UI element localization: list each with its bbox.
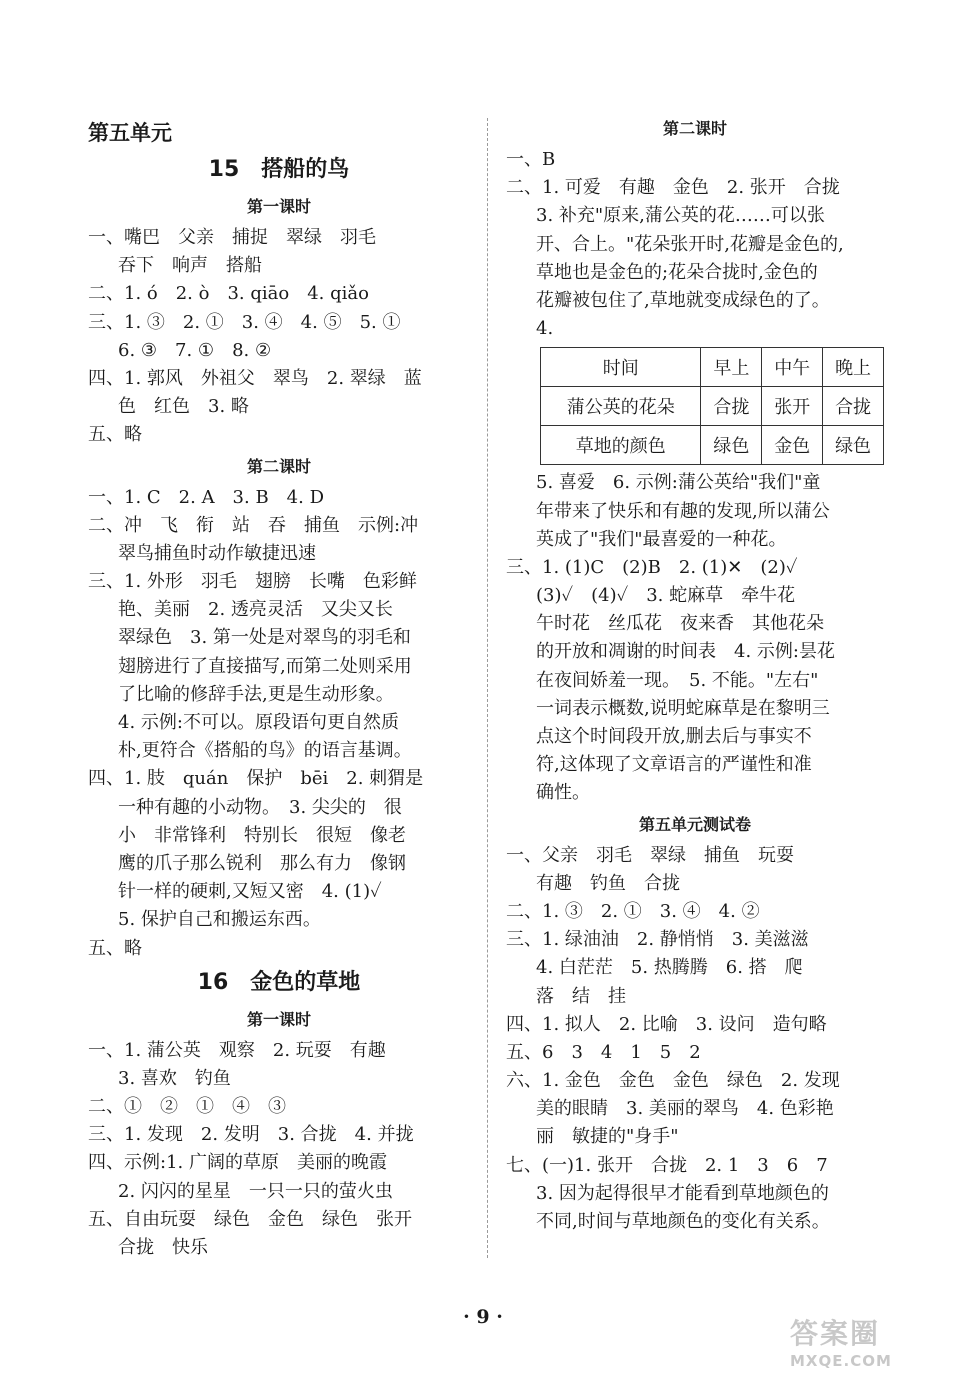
- table-cell: 时间: [541, 348, 701, 387]
- unit-title: 第五单元: [88, 121, 172, 145]
- answer-line: 四、示例:1. 广阔的草原 美丽的晚霞: [88, 1152, 387, 1174]
- lesson-number: 16: [197, 969, 229, 995]
- lesson-number: 15: [208, 157, 240, 182]
- answer-line: 丽 敏捷的"身手": [536, 1126, 679, 1148]
- answer-line: 六、1. 金色 金色 金色 绿色 2. 发现: [506, 1070, 840, 1092]
- answer-line: 翠鸟捕鱼时动作敏捷迅速: [118, 542, 316, 564]
- answer-line: 翅膀进行了直接描写,而第二处则采用: [118, 655, 412, 677]
- answer-line: 开、合上。"花朵张开时,花瓣是金色的,: [536, 233, 844, 255]
- table-row: [541, 387, 884, 426]
- answer-line: 有趣 钓鱼 合拢: [536, 872, 680, 894]
- answer-line: 三、1. 发现 2. 发明 3. 合拢 4. 并拢: [88, 1124, 414, 1146]
- answer-line: 4. 白茫茫 5. 热腾腾 6. 搭 爬: [536, 957, 803, 979]
- left-column: [88, 112, 470, 1262]
- answer-line: 落 结 挂: [536, 985, 626, 1007]
- answer-line: 艳、美丽 2. 透亮灵活 又尖又长: [118, 599, 393, 621]
- answer-line: 三、1. 绿油油 2. 静悄悄 3. 美滋滋: [506, 929, 809, 951]
- answer-line: 一、1. 蒲公英 观察 2. 玩耍 有趣: [88, 1039, 386, 1061]
- table-cell: 中午: [762, 348, 823, 387]
- lesson-16-title: [88, 963, 470, 1003]
- answer-line: 一、嘴巴 父亲 捕捉 翠绿 羽毛: [88, 227, 376, 248]
- answer-line: 英成了"我们"最喜爱的一种花。: [536, 528, 787, 550]
- answer-line: 2. 闪闪的星星 一只一只的萤火虫: [118, 1180, 393, 1202]
- answer-line: 五、自由玩耍 绿色 金色 绿色 张开: [88, 1208, 412, 1230]
- page-number: · 9 ·: [463, 1306, 503, 1328]
- answer-line: 一词表示概数,说明蛇麻草是在黎明三: [536, 697, 830, 719]
- answer-line: 一、1. C 2. A 3. B 4. D: [88, 486, 325, 508]
- answer-line: 二、1. 可爱 有趣 金色 2. 张开 合拢: [506, 177, 840, 199]
- table-cell: 绿色: [823, 426, 884, 465]
- answer-line: 七、(一)1. 张开 合拢 2. 1 3 6 7: [506, 1154, 828, 1176]
- answer-line: 确性。: [536, 782, 590, 804]
- answer-line: 合拢 快乐: [118, 1237, 208, 1258]
- answer-line: 针一样的硬刺,又短又密 4. (1)✓: [118, 881, 382, 903]
- table-cell: 张开: [762, 387, 823, 426]
- table-cell: 金色: [762, 426, 823, 465]
- answer-line: 4. 示例:不可以。原段语句更自然质: [118, 712, 399, 733]
- period-heading: 第二课时: [662, 119, 727, 138]
- answer-line: 四、1. 拟人 2. 比喻 3. 设问 造句略: [506, 1013, 827, 1035]
- answer-line: 二、1. ③ 2. ① 3. ④ 4. ②: [506, 900, 760, 922]
- answer-line: 吞下 响声 搭船: [118, 255, 262, 277]
- answer-line: 一种有趣的小动物。 3. 尖尖的 很: [118, 796, 402, 818]
- answer-line: 三、1. ③ 2. ① 3. ④ 4. ⑤ 5. ①: [88, 311, 401, 333]
- table-cell: 晚上: [823, 348, 884, 387]
- period-heading: 第二课时: [246, 456, 311, 476]
- lesson-name: 金色的草地: [250, 969, 361, 995]
- table-cell: 合拢: [823, 387, 884, 426]
- answer-line: 一、B: [506, 149, 556, 170]
- answer-line: 5. 喜爱 6. 示例:蒲公英给"我们"童: [536, 472, 821, 494]
- answer-line: 小 非常锋利 特别长 很短 像老: [118, 824, 406, 846]
- test-heading: 第五单元测试卷: [638, 814, 751, 834]
- answer-line: 在夜间娇羞一现。 5. 不能。"左右": [536, 669, 819, 691]
- answer-line: 四、1. 肢 quán 保护 bēi 2. 刺猬是: [88, 768, 424, 790]
- answer-line: (3)✓ (4)✓ 3. 蛇麻草 牵牛花: [536, 585, 796, 607]
- answer-line: 草地也是金色的;花朵合拢时,金色的: [536, 261, 818, 283]
- right-column: [506, 112, 884, 1236]
- answer-line: 符,这体现了文章语言的严谨性和准: [536, 754, 812, 776]
- table-cell: 绿色: [701, 426, 762, 465]
- column-divider: [487, 118, 488, 1258]
- answer-line: 3. 因为起得很早才能看到草地颜色的: [536, 1182, 829, 1204]
- answer-line: 色 红色 3. 略: [118, 396, 249, 418]
- answer-line: 一、父亲 羽毛 翠绿 捕鱼 玩耍: [506, 844, 794, 866]
- answer-line: 三、1. 外形 羽毛 翅膀 长嘴 色彩鲜: [88, 571, 417, 593]
- answer-line: 4.: [536, 318, 554, 340]
- answer-line: 3. 喜欢 钓鱼: [118, 1067, 231, 1089]
- answer-line: 5. 保护自己和搬运东西。: [118, 909, 321, 931]
- answer-line: 午时花 丝瓜花 夜来香 其他花朵: [536, 613, 824, 635]
- period-heading: 第一课时: [246, 1009, 311, 1029]
- answer-line: 二、1. ó 2. ò 3. qiāo 4. qiǎo: [88, 283, 369, 305]
- answer-line: 二、冲 飞 衔 站 吞 捕鱼 示例:冲: [88, 514, 419, 536]
- answer-line: 美的眼睛 3. 美丽的翠鸟 4. 色彩艳: [536, 1098, 834, 1120]
- answer-line: 五、6 3 4 1 5 2: [506, 1041, 701, 1063]
- answer-table: [540, 347, 884, 465]
- answer-line: 朴,更符合《搭船的鸟》的语言基调。: [118, 740, 412, 762]
- answer-line: 二、① ② ① ④ ③: [88, 1096, 286, 1118]
- answer-line: 翠绿色 3. 第一处是对翠鸟的羽毛和: [118, 627, 411, 649]
- period-heading: 第一课时: [246, 197, 311, 216]
- table-cell: 蒲公英的花朵: [541, 387, 701, 426]
- answer-line: 点这个时间段开放,删去后与事实不: [536, 726, 812, 747]
- table-header-row: [541, 348, 884, 387]
- answer-line: 鹰的爪子那么锐利 那么有力 像钢: [118, 852, 406, 874]
- answer-line: 五、略: [88, 424, 142, 446]
- answer-line: 年带来了快乐和有趣的发现,所以蒲公: [536, 500, 830, 522]
- answer-line: 四、1. 郭风 外祖父 翠鸟 2. 翠绿 蓝: [88, 367, 422, 389]
- answer-line: 了比喻的修辞手法,更是生动形象。: [118, 683, 394, 705]
- answer-line: 三、1. (1)C (2)B 2. (1)✕ (2)✓: [506, 556, 798, 578]
- table-cell: 早上: [701, 348, 762, 387]
- answer-line: 3. 补充"原来,蒲公英的花……可以张: [536, 205, 825, 227]
- watermark-text: 答案圈: [790, 1317, 881, 1350]
- answer-line: 不同,时间与草地颜色的变化有关系。: [536, 1211, 830, 1232]
- watermark-logo: [790, 1312, 892, 1370]
- table-cell: 草地的颜色: [541, 426, 701, 465]
- answer-line: 五、略: [88, 937, 142, 959]
- lesson-name: 搭船的鸟: [261, 157, 350, 182]
- table-cell: 合拢: [701, 387, 762, 426]
- lesson-15-title: [88, 150, 470, 190]
- watermark-url: MXQE.COM: [790, 1352, 892, 1370]
- answer-line: 的开放和凋谢的时间表 4. 示例:昙花: [536, 641, 835, 663]
- answer-line: 花瓣被包住了,草地就变成绿色的了。: [536, 289, 830, 311]
- table-row: [541, 426, 884, 465]
- answer-line: 6. ③ 7. ① 8. ②: [118, 339, 272, 361]
